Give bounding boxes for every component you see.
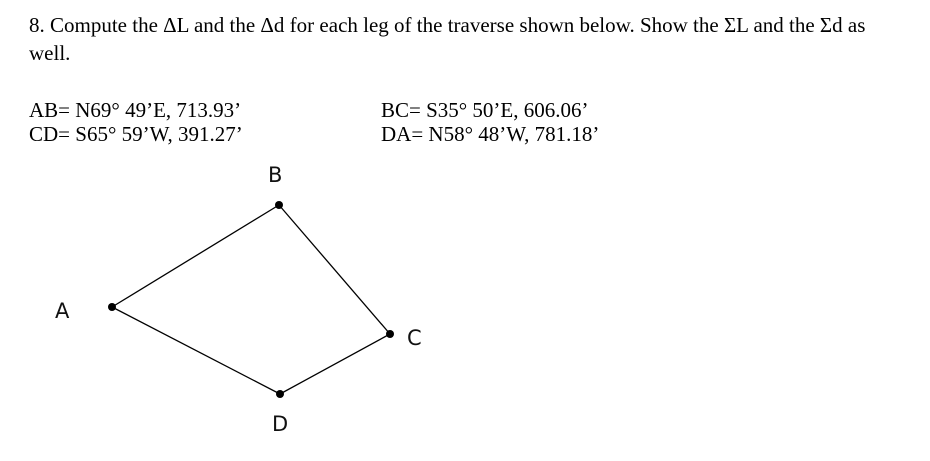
bearing-da: DA= N58° 48’W, 781.18’ [381,122,600,146]
leg-bc [279,205,390,334]
bearing-bc: BC= S35° 50’E, 606.06’ [381,98,589,122]
bearing-cd: CD= S65° 59’W, 391.27’ [29,122,243,146]
station-d-label: D [272,412,289,436]
leg-da [112,307,280,394]
station-d-point [276,390,284,398]
problem-statement: 8. Compute the ΔL and the Δd for each leg of the traverse shown below. Show the ΣL and the Σd as well. [29,13,866,65]
station-b-point [275,201,283,209]
station-c-label: C [407,326,422,350]
station-b-label: B [268,163,283,187]
station-a-label: A [55,299,70,323]
bearing-ab: AB= N69° 49’E, 713.93’ [29,98,242,122]
station-c-point [386,330,394,338]
leg-cd [280,334,390,394]
leg-ab [112,205,279,307]
station-a-point [108,303,116,311]
